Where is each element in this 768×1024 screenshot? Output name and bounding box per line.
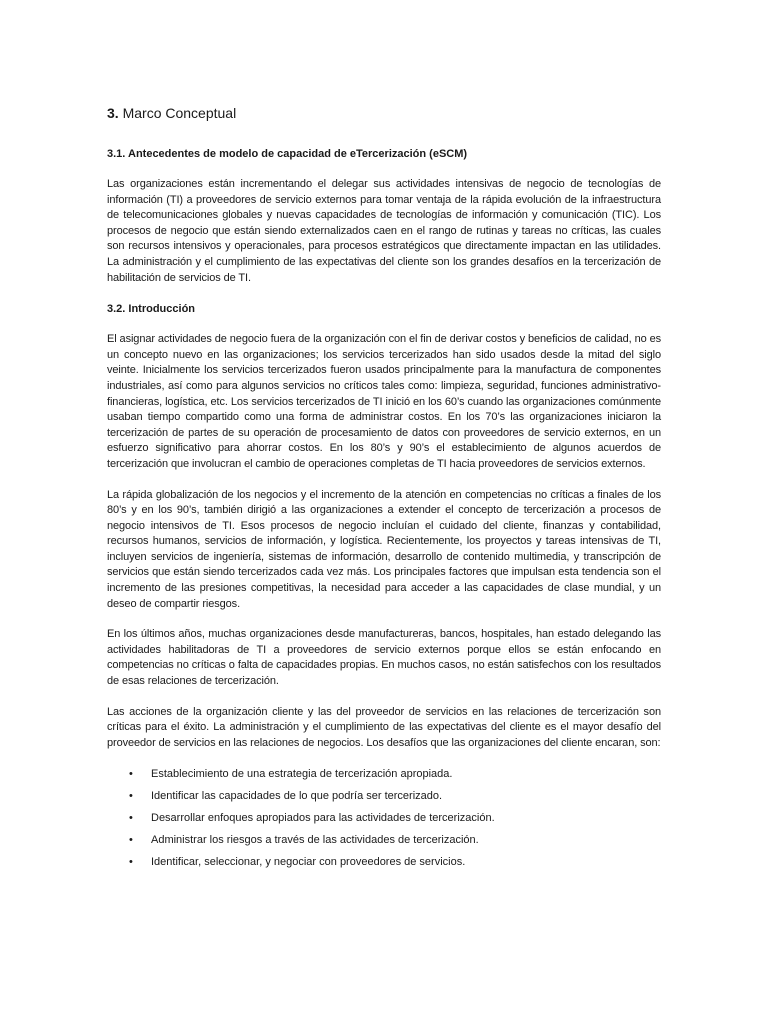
section-number: 3.	[107, 105, 119, 121]
bullet-glyph: •	[129, 834, 133, 847]
paragraph-intro-4: Las acciones de la organización cliente y las del proveedor de servicios en las relaciones de tercerización son críticas para el éxito. La administración y el cumplimiento de las expectativas del cliente es el mayor desafío del proveedor de servicios en las relaciones de negocios. Los desafíos que las organizaciones del cliente encaran, son:	[107, 705, 661, 749]
list-item-text: Identificar las capacidades de lo que podría ser tercerizado.	[151, 790, 443, 803]
list-item	[129, 788, 661, 804]
section-title-text: Marco Conceptual	[122, 105, 237, 121]
challenges-list	[107, 766, 661, 870]
list-item	[129, 810, 661, 826]
list-item	[129, 832, 661, 848]
subsection-heading-3-1: 3.1. Antecedentes de modelo de capacidad de eTercerización (eSCM)	[107, 148, 468, 160]
paragraph-intro-2: La rápida globalización de los negocios y el incremento de la atención en competencias no críticas a finales de los 80’s y en los 90’s, también dirigió a las organizaciones a extender el concepto de tercerización a procesos de negocio intensivos de TI. Esos procesos de negocio incluían el cuidado del cliente, finanzas y contabilidad, recursos humanos, servicios de información, y logística. Recientemente, los proyectos y tareas intensivas de TI, incluyen servicios de ingeniería, sistemas de información, desarrollo de contenido multimedia, y transcripción de servicios que están siendo tercerizados cada vez más. Los principales factores que impulsan esta tendencia son el incremento de las presiones competitivas, la necesidad para acceder a las capacidades de clase mundial, y un deseo de compartir riesgos.	[107, 488, 661, 610]
list-item-text: Establecimiento de una estrategia de tercerización apropiada.	[151, 768, 453, 781]
paragraph-intro-3: En los últimos años, muchas organizaciones desde manufactureras, bancos, hospitales, han estado delegando las actividades habilitadoras de TI a proveedores de servicio externos porque ellos se están enfocando en competencias no críticas o falta de capacidades propias. En muchos casos, no están satisfechos con los resultados de esas relaciones de tercerización.	[107, 628, 661, 688]
list-item	[129, 766, 661, 782]
list-item	[129, 854, 661, 870]
list-item-text: Identificar, seleccionar, y negociar con proveedores de servicios.	[151, 856, 466, 869]
section-title	[107, 103, 661, 123]
list-item-text: Desarrollar enfoques apropiados para las actividades de tercerización.	[151, 812, 495, 825]
bullet-glyph: •	[129, 790, 133, 803]
list-item-text: Administrar los riesgos a través de las actividades de tercerización.	[151, 834, 479, 847]
bullet-glyph: •	[129, 812, 133, 825]
paragraph-antecedentes: Las organizaciones están incrementando el delegar sus actividades intensivas de negocio de tecnologías de información (TI) a proveedores de servicio externos para tomar ventaja de la rápida evolución de la infraestructura de telecomunicaciones globales y nuevas capacidades de tecnologías de información y comunicación (TIC). Los procesos de negocio que están siendo externalizados caen en el rango de rutinas y tareas no críticas, las cuales son recursos intensivos y operacionales, para procesos estratégicos que directamente impactan en las utilidades. La administración y el cumplimiento de las expectativas del cliente son los grandes desafíos en la tercerización de habilitación de servicios de TI.	[107, 178, 661, 284]
bullet-glyph: •	[129, 856, 133, 869]
bullet-glyph: •	[129, 768, 133, 781]
paragraph-intro-1: El asignar actividades de negocio fuera de la organización con el fin de derivar costos y beneficios de calidad, no es un concepto nuevo en las organizaciones; los servicios tercerizados han sido usados desde la mitad del siglo veinte. Inicialmente los servicios tercerizados fueron usados principalmente para la manufactura de componentes industriales, así como para algunos servicios no críticos tales como: limpieza, seguridad, funciones administrativo-financieras, logística, etc. Los servicios tercerizados de TI inició en los 60’s cuando las organizaciones comúnmente usaban tiempo compartido como una forma de administrar costos. En los 70’s las organizaciones iniciaron la tercerización de partes de su operación de procesamiento de datos con proveedores de servicio externos, en un esfuerzo significativo para ahorrar costos. En los 80’s y 90’s el establecimiento de algunos acuerdos de tercerización que involucran el cambio de operaciones completas de TI hacia proveedores de servicios externos.	[107, 333, 661, 470]
subsection-heading-3-2: 3.2. Introducción	[107, 303, 196, 316]
